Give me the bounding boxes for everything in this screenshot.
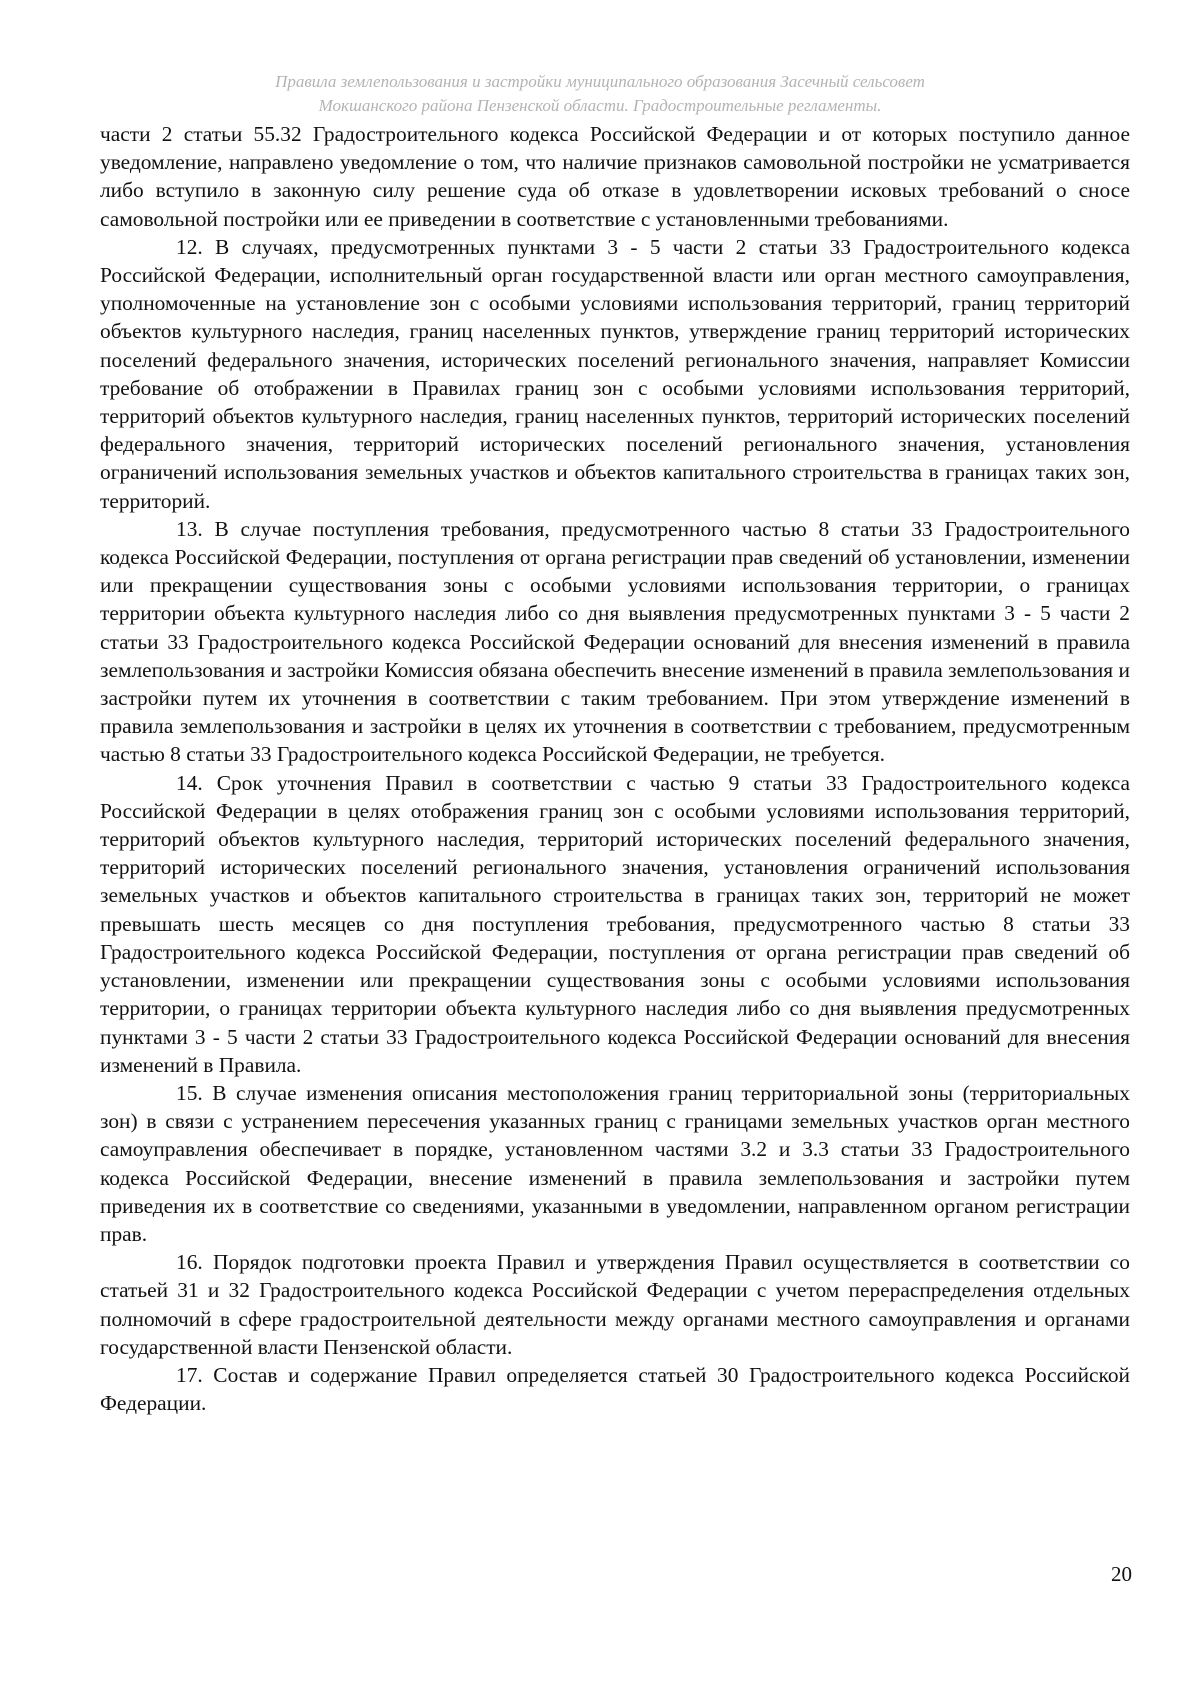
paragraph-17: 17. Состав и содержание Правил определяется статьей 30 Градостроительного кодекса Российской Федерации. [100,1362,1130,1416]
paragraph-15: 15. В случае изменения описания местоположения границ территориальной зоны (территориальных зон) в связи с устранением пересечения указанных границ с границами земельных участков орган местного самоуправления обеспечивает в порядке, установленном частями 3.2 и 3.3 статьи 33 Градостроительного кодекса Российской Федерации, внесение изменений в правила землепользования и застройки путем приведения их в соответствие со сведениями, указанными в уведомлении, направленном органом регистрации прав. [100,1080,1130,1246]
paragraph-14: 14. Срок уточнения Правил в соответствии с частью 9 статьи 33 Градостроительного кодекса Российской Федерации в целях отображения границ зон с особыми условиями использования территорий, территорий объектов культурного наследия, территорий исторических поселений федерального значения, территорий исторических поселений регионального значения, установления ограничений использования земельных участков и объектов капитального строительства в границах таких зон, территорий не может превышать шесть месяцев со дня поступления требования, предусмотренного частью 8 статьи 33 Градостроительного кодекса Российской Федерации, поступления от органа регистрации прав сведений об установлении, изменении или прекращении существования зоны с особыми условиями использования территории, о границах территории объекта культурного наследия либо со дня выявления предусмотренных пунктами 3 - 5 части 2 статьи 33 Градостроительного кодекса Российской Федерации оснований для внесения изменений в Правила. [100,770,1130,1077]
page-number: 20 [1111,1562,1132,1586]
body-text [100,120,1130,1417]
paragraph-continuation: части 2 статьи 55.32 Градостроительного кодекса Российской Федерации и от которых поступило данное уведомление, направлено уведомление о том, что наличие признаков самовольной постройки не усматривается либо вступило в законную силу решение суда об отказе в удовлетворении исковых требований о сносе самовольной постройки или ее приведении в соответствие с установленными требованиями. [100,122,1130,231]
paragraph-12: 12. В случаях, предусмотренных пунктами 3 - 5 части 2 статьи 33 Градостроительного кодекса Российской Федерации, исполнительный орган государственной власти или орган местного самоуправления, уполномоченные на установление зон с особыми условиями использования территорий, границ территорий объектов культурного наследия, границ населенных пунктов, утверждение границ территорий исторических поселений федерального значения, исторических поселений регионального значения, направляет Комиссии требование об отображении в Правилах границ зон с особыми условиями использования территорий, территорий объектов культурного наследия, границ населенных пунктов, территорий исторических поселений федерального значения, территорий исторических поселений регионального значения, установления ограничений использования земельных участков и объектов капитального строительства в границах таких зон, территорий. [100,234,1130,513]
paragraph-16: 16. Порядок подготовки проекта Правил и утверждения Правил осуществляется в соответствии со статьей 31 и 32 Градостроительного кодекса Российской Федерации с учетом перераспределения отдельных полномочий в сфере градостроительной деятельности между органами местного самоуправления и органами государственной власти Пензенской области. [100,1250,1130,1359]
paragraph-13: 13. В случае поступления требования, предусмотренного частью 8 статьи 33 Градостроительного кодекса Российской Федерации, поступления от органа регистрации прав сведений об установлении, изменении или прекращении существования зоны с особыми условиями использования территории, о границах территории объекта культурного наследия либо со дня выявления предусмотренных пунктами 3 - 5 части 2 статьи 33 Градостроительного кодекса Российской Федерации оснований для внесения изменений в правила землепользования и застройки Комиссия обязана обеспечить внесение изменений в правила землепользования и застройки путем их уточнения в соответствии с таким требованием. При этом утверждение изменений в правила землепользования и застройки в целях их уточнения в соответствии с требованием, предусмотренным частью 8 статьи 33 Градостроительного кодекса Российской Федерации, не требуется. [100,516,1130,767]
running-header-line-1: Правила землепользования и застройки муниципального образования Засечный сельсовет [275,72,925,91]
running-header-line-2: Мокшанского района Пензенской области. Градостроительные регламенты. [318,96,882,115]
running-header [100,70,1100,118]
